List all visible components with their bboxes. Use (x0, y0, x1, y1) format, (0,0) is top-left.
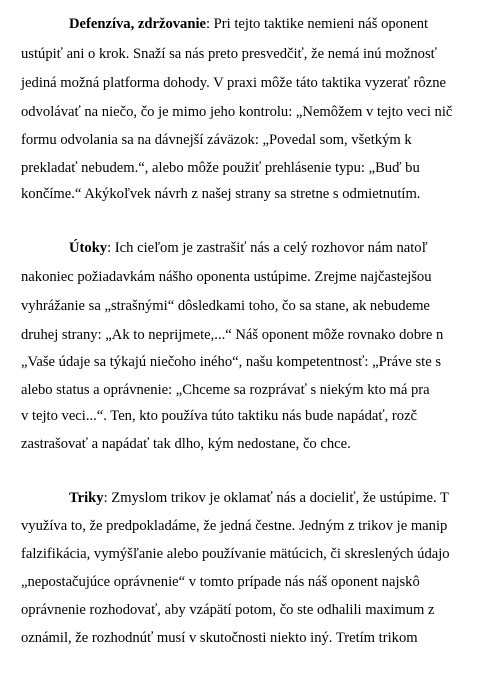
paragraph-line (69, 489, 449, 507)
paragraph-line: zastrašovať a napádať tak dlho, kým nedostane, čo chce. (21, 436, 351, 452)
paragraph-line (69, 15, 428, 33)
paragraph-line: falzifikácia, vymýšľanie alebo používanie mätúcich, či skreslených údajo (21, 546, 450, 562)
paragraph-text: : Ich cieľom je zastrašiť nás a celý rozhovor nám natoľ (107, 240, 428, 256)
paragraph-heading: Triky (69, 490, 104, 506)
paragraph-text: : Pri tejto taktike nemieni náš oponent (205, 16, 429, 32)
paragraph-line: druhej strany: „Ak to neprijmete,...“ Náš oponent môže rovnako dobre n (21, 327, 444, 343)
paragraph-line: „Vaše údaje sa týkajú niečoho iného“, našu kompetentnosť: „Práve ste s (21, 354, 442, 370)
paragraph-line: odvolávať na niečo, čo je mimo jeho kontrolu: „Nemôžem v tejto veci nič (21, 104, 453, 120)
paragraph-line: jediná možná platforma dohody. V praxi môže táto taktika vyzerať rôzne (21, 75, 446, 91)
paragraph-text: : Zmyslom trikov je oklamať nás a docieliť, že ustúpime. T (103, 490, 449, 506)
paragraph-heading: Útoky (69, 240, 108, 256)
paragraph-line (69, 239, 428, 257)
paragraph-line: „nepostačujúce oprávnenie“ v tomto prípade nás náš oponent najskô (21, 574, 420, 590)
paragraph-line: končíme.“ Akýkoľvek návrh z našej strany sa stretne s odmietnutím. (21, 186, 421, 202)
paragraph-line: formu odvolania sa na dávnejší záväzok: „Povedal som, všetkým k (21, 132, 412, 148)
paragraph-line: oprávnenie rozhodovať, aby vzápätí potom, čo ste odhalili maximum z (21, 602, 435, 618)
paragraph-line: prekladať nebudem.“, alebo môže použiť prehlásenie typu: „Buď bu (21, 160, 420, 176)
paragraph-line: vyhrážanie sa „strašnými“ dôsledkami toho, čo sa stane, ak nebudeme (21, 298, 430, 314)
paragraph-line: ustúpiť ani o krok. Snaží sa nás preto presvedčiť, že nemá inú možnosť (21, 46, 437, 62)
paragraph-heading: Defenzíva, zdržovanie (69, 16, 206, 32)
paragraph-line: využíva to, že predpokladáme, že jedná čestne. Jedným z trikov je manip (21, 518, 448, 534)
paragraph-line: alebo status a oprávnenie: „Chceme sa rozprávať s niekým kto má pra (21, 382, 430, 398)
paragraph-line: oznámil, že rozhodnúť musí v skutočnosti niekto iný. Tretím trikom (21, 630, 418, 646)
paragraph-line: nakoniec požiadavkám nášho oponenta ustúpime. Zrejme najčastejšou (21, 269, 432, 285)
paragraph-line: v tejto veci...“. Ten, kto používa túto taktiku nás bude napádať, rozč (21, 408, 418, 424)
